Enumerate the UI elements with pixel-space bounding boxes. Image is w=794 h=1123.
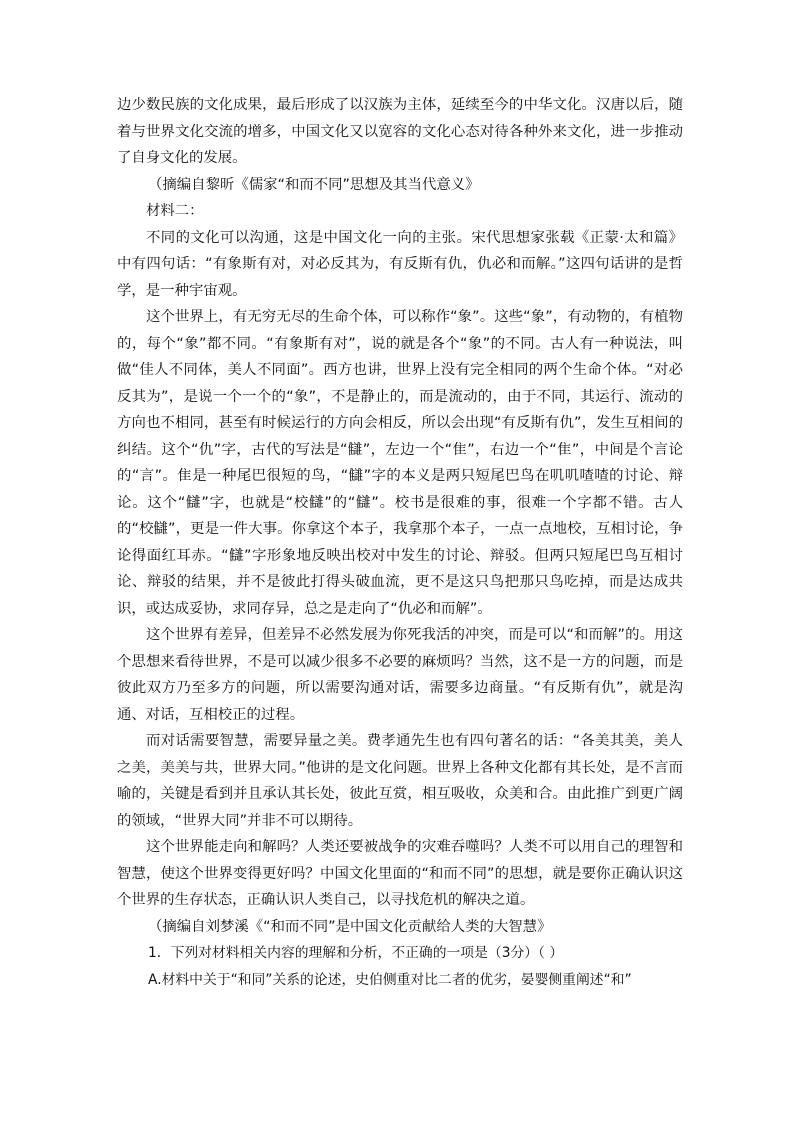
document-body bbox=[117, 92, 683, 993]
option-a: A.材料中关于“和同”关系的论述，史伯侧重对比二者的优劣，晏婴侧重阐述“和” bbox=[148, 971, 632, 988]
paragraph-4: 而对话需要智慧，需要异量之美。费孝通先生也有四句著名的话：“各美其美，美人之美，美美与共，世界大同。”他讲的是文化问题。世界上各种文化都有其长处，是不言而喻的，关键是看到并且承认其长处，彼此互赏，相互吸收，众美和合。由此推广到更广阔的领域，“世界大同”并非不可以期待。 bbox=[117, 733, 683, 829]
source-citation-2: （摘编自刘梦溪《“和而不同”是中国文化贡献给人类的大智慧》 bbox=[148, 918, 552, 935]
paragraph-1: 不同的文化可以沟通，这是中国文化一向的主张。宋代思想家张载《正蒙·太和篇》中有四句话：“有象斯有对，对必反其为，有反斯有仇，仇必和而解。”这四句话讲的是哲学，是一种宇宙观。 bbox=[117, 229, 683, 299]
paragraph-3: 这个世界有差异，但差异不必然发展为你死我活的冲突，而是可以“和而解”的。用这个思想来看待世界，不是可以减少很多不必要的麻烦吗？当然，这不是一方的问题，而是彼此双方乃至多方的问题，所以需要沟通对话，需要多边商量。“有反斯有仇”，就是沟通、对话，互相校正的过程。 bbox=[117, 627, 683, 723]
paragraph-5: 这个世界能走向和解吗？人类还要被战争的灾难吞噬吗？人类不可以用自己的理智和智慧，使这个世界变得更好吗？中国文化里面的“和而不同”的思想，就是要你正确认识这个世界的生存状态，正确认识人类自己，以寻找危机的解决之道。 bbox=[117, 839, 683, 908]
source-citation-1: （摘编自黎昕《儒家“和而不同”思想及其当代意义》 bbox=[148, 176, 480, 193]
question-1: 1．下列对材料相关内容的理解和分析，不正确的一项是（3分）（ ） bbox=[148, 945, 564, 961]
intro-paragraph: 边少数民族的文化成果，最后形成了以汉族为主体，延续至今的中华文化。汉唐以后，随着与世界文化交流的增多，中国文化又以宽容的文化心态对待各种外来文化，进一步推动了自身文化的发展。 bbox=[117, 97, 683, 166]
material-2-heading: 材料二： bbox=[146, 203, 204, 219]
paragraph-2: 这个世界上，有无穷无尽的生命个体，可以称作“象”。这些“象”，有动物的，有植物的，每个“象”都不同。“有象斯有对”，说的就是各个“象”的不同。古人有一种说法，叫做“佳人不同体，美人不同面”。西方也讲，世界上没有完全相同的两个生命个体。“对必反其为”，是说一个一个的“象”，不是静止的，而是流动的，由于不同，其运行、流动的方向也不相同，甚至有时候运行的方向会相反，所以会出现“有反斯有仇”，发生互相间的纠结。这个“仇”字，古代的写法是“讎”，左边一个“隹”，右边一个“隹”，中间是个言论的“言”。隹是一种尾巴很短的鸟，“讎”字的本义是两只短尾巴鸟在叽叽喳喳的讨论、辩论。这个“讎”字，也就是“校讎”的“讎”。校书是很难的事，很难一个字都不错。古人的“校讎”，更是一件大事。你拿这个本子，我拿那个本子，一点一点地校，互相讨论，争论得面红耳赤。“讎”字形象地反映出校对中发生的讨论、辩驳。但两只短尾巴鸟互相讨论、辩驳的结果，并不是彼此打得头破血流，更不是这只鸟把那只鸟吃掉，而是达成共识，或达成妥协，求同存异，总之是走向了“仇必和而解”。 bbox=[117, 309, 683, 617]
